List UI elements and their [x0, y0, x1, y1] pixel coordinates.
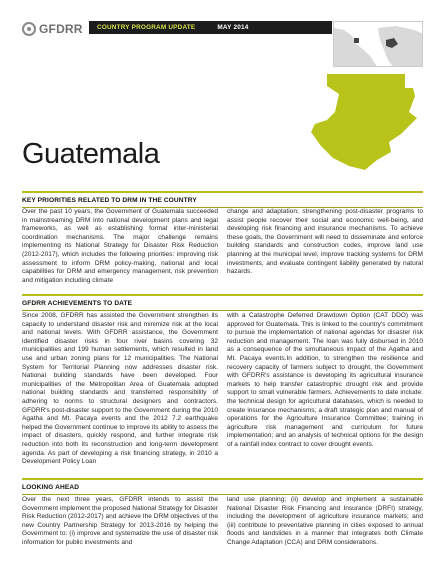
- section-heading-looking-ahead: LOOKING AHEAD: [22, 478, 423, 495]
- logo-mark-icon: [22, 22, 36, 36]
- page-title: Guatemala: [22, 138, 160, 170]
- locator-map: [333, 21, 423, 67]
- section-heading-achievements: GFDRR ACHIEVEMENTS TO DATE: [22, 294, 423, 311]
- looking-ahead-right-column: land use planning; (ii) develop and implement a sustainable National Disaster Risk Financing and Insurance (DRFI) strategy, including the development of agriculture insurance markets; and (iii) contribute to preventative planning in cities exposed to annual floods and landslides in a manner that integrates both Climate Change Adaptation (CCA) and DRM considerations.: [227, 496, 423, 546]
- logo-wordmark: GFDRR: [39, 22, 83, 36]
- gfdrr-logo: [22, 21, 86, 37]
- priorities-right-column: change and adaptation; strengthening post-disaster programs to assist people recover their social and economic well-being, and developing risk financing and insurance mechanisms. To achieve these goals, the Government will need to disseminate and enforce building standards and construction codes, improve land use planning at the municipal level, improve tracking systems for DRM investments, and evaluate contingent liability generated by natural hazards.: [227, 208, 423, 276]
- guatemala-map: [305, 72, 423, 172]
- section-heading-priorities: KEY PRIORITIES RELATED TO DRM IN THE COUNTRY: [22, 191, 423, 208]
- achievements-right-column: with a Catastrophe Deferred Drawdown Option (CAT DDO) was approved for Guatemala. This is linked to the country's commitment to pursue the implementation of national agendas for disaster risk reduction and management. The loan was fully disbursed in 2010 as a consequence of the simultaneous impact of the Agatha and Mt. Pacaya events.In addition, to strengthen the resilience and recovery capacity of farmers subject to drought, the Government with GFDRR's assistance is developing its agricultural insurance markets to help transfer catastrophic drought risk and provide support to small vulnerable farmers. Achievements to date include: the technical design for agricultural databases, which is needed to create insurance mechanisms; a draft strategic plan and manual of operations for the Agriculture Insurance Committee; training in agriculture risk management and curriculum for future implementation; and an analysis of technical options for the design of a rainfall index contract to cover drought events.: [227, 312, 423, 448]
- publication-date: MAY 2014: [217, 24, 249, 31]
- program-update-label: COUNTRY PROGRAM UPDATE: [97, 24, 196, 31]
- achievements-left-column: Since 2008, GFDRR has assisted the Government strengthen its capacity to understand disaster risk and minimize risk at the local and national levels. With GFDRR assistance, the Government identified disaster risks in four river basins covering 32 municipalities and 199 human settlements, which resulted in land use and urban zoning plans for 12 municipalities. The National System for Territorial Planning now addresses disaster risk. National building standards have been developed. Four municipalities of the Metropolitan Area of Guatemala adopted national building standards and transferred responsibility of adhering to norms to structural designers and contractors. GFDRR's post-disaster support to the Government during the 2010 Agatha and Mt. Pacaya events and the 2012 7.2 earthquake helped the Government continue to improve its ability to assess the impact of disasters, quickly respond, and further integrate risk reduction into both its reconstruction and long-term development agenda. As part of developing a risk financing strategy, in 2010 a Development Policy Loan: [22, 312, 218, 466]
- header-bar: [89, 21, 332, 34]
- locator-map-icon: [334, 22, 423, 67]
- priorities-left-column: Over the past 10 years, the Government of Guatemala succeeded in mainstreaming DRM into national development plans and legal frameworks, as well as establishing formal inter-ministerial coordination mechanisms. The major challenge remains implementing its National Strategy for Disaster Risk Reduction (2012-2017), which includes the following priorities: improving risk assessment to inform DRM policy-making, national and local capabilities for DRM and emergency management, risk prevention and mitigation including climate: [22, 208, 218, 284]
- looking-ahead-left-column: Over the next three years, GFDRR intends to assist the Government implement the proposed National Strategy for Disaster Risk Reduction (2012-2017) and achieve the DRM objectives of the new Country Partnership Strategy for 2013-2016 by helping the Government to: (i) improve and systematize the use of disaster risk information for public investments and: [22, 496, 218, 546]
- country-map-icon: [305, 72, 423, 172]
